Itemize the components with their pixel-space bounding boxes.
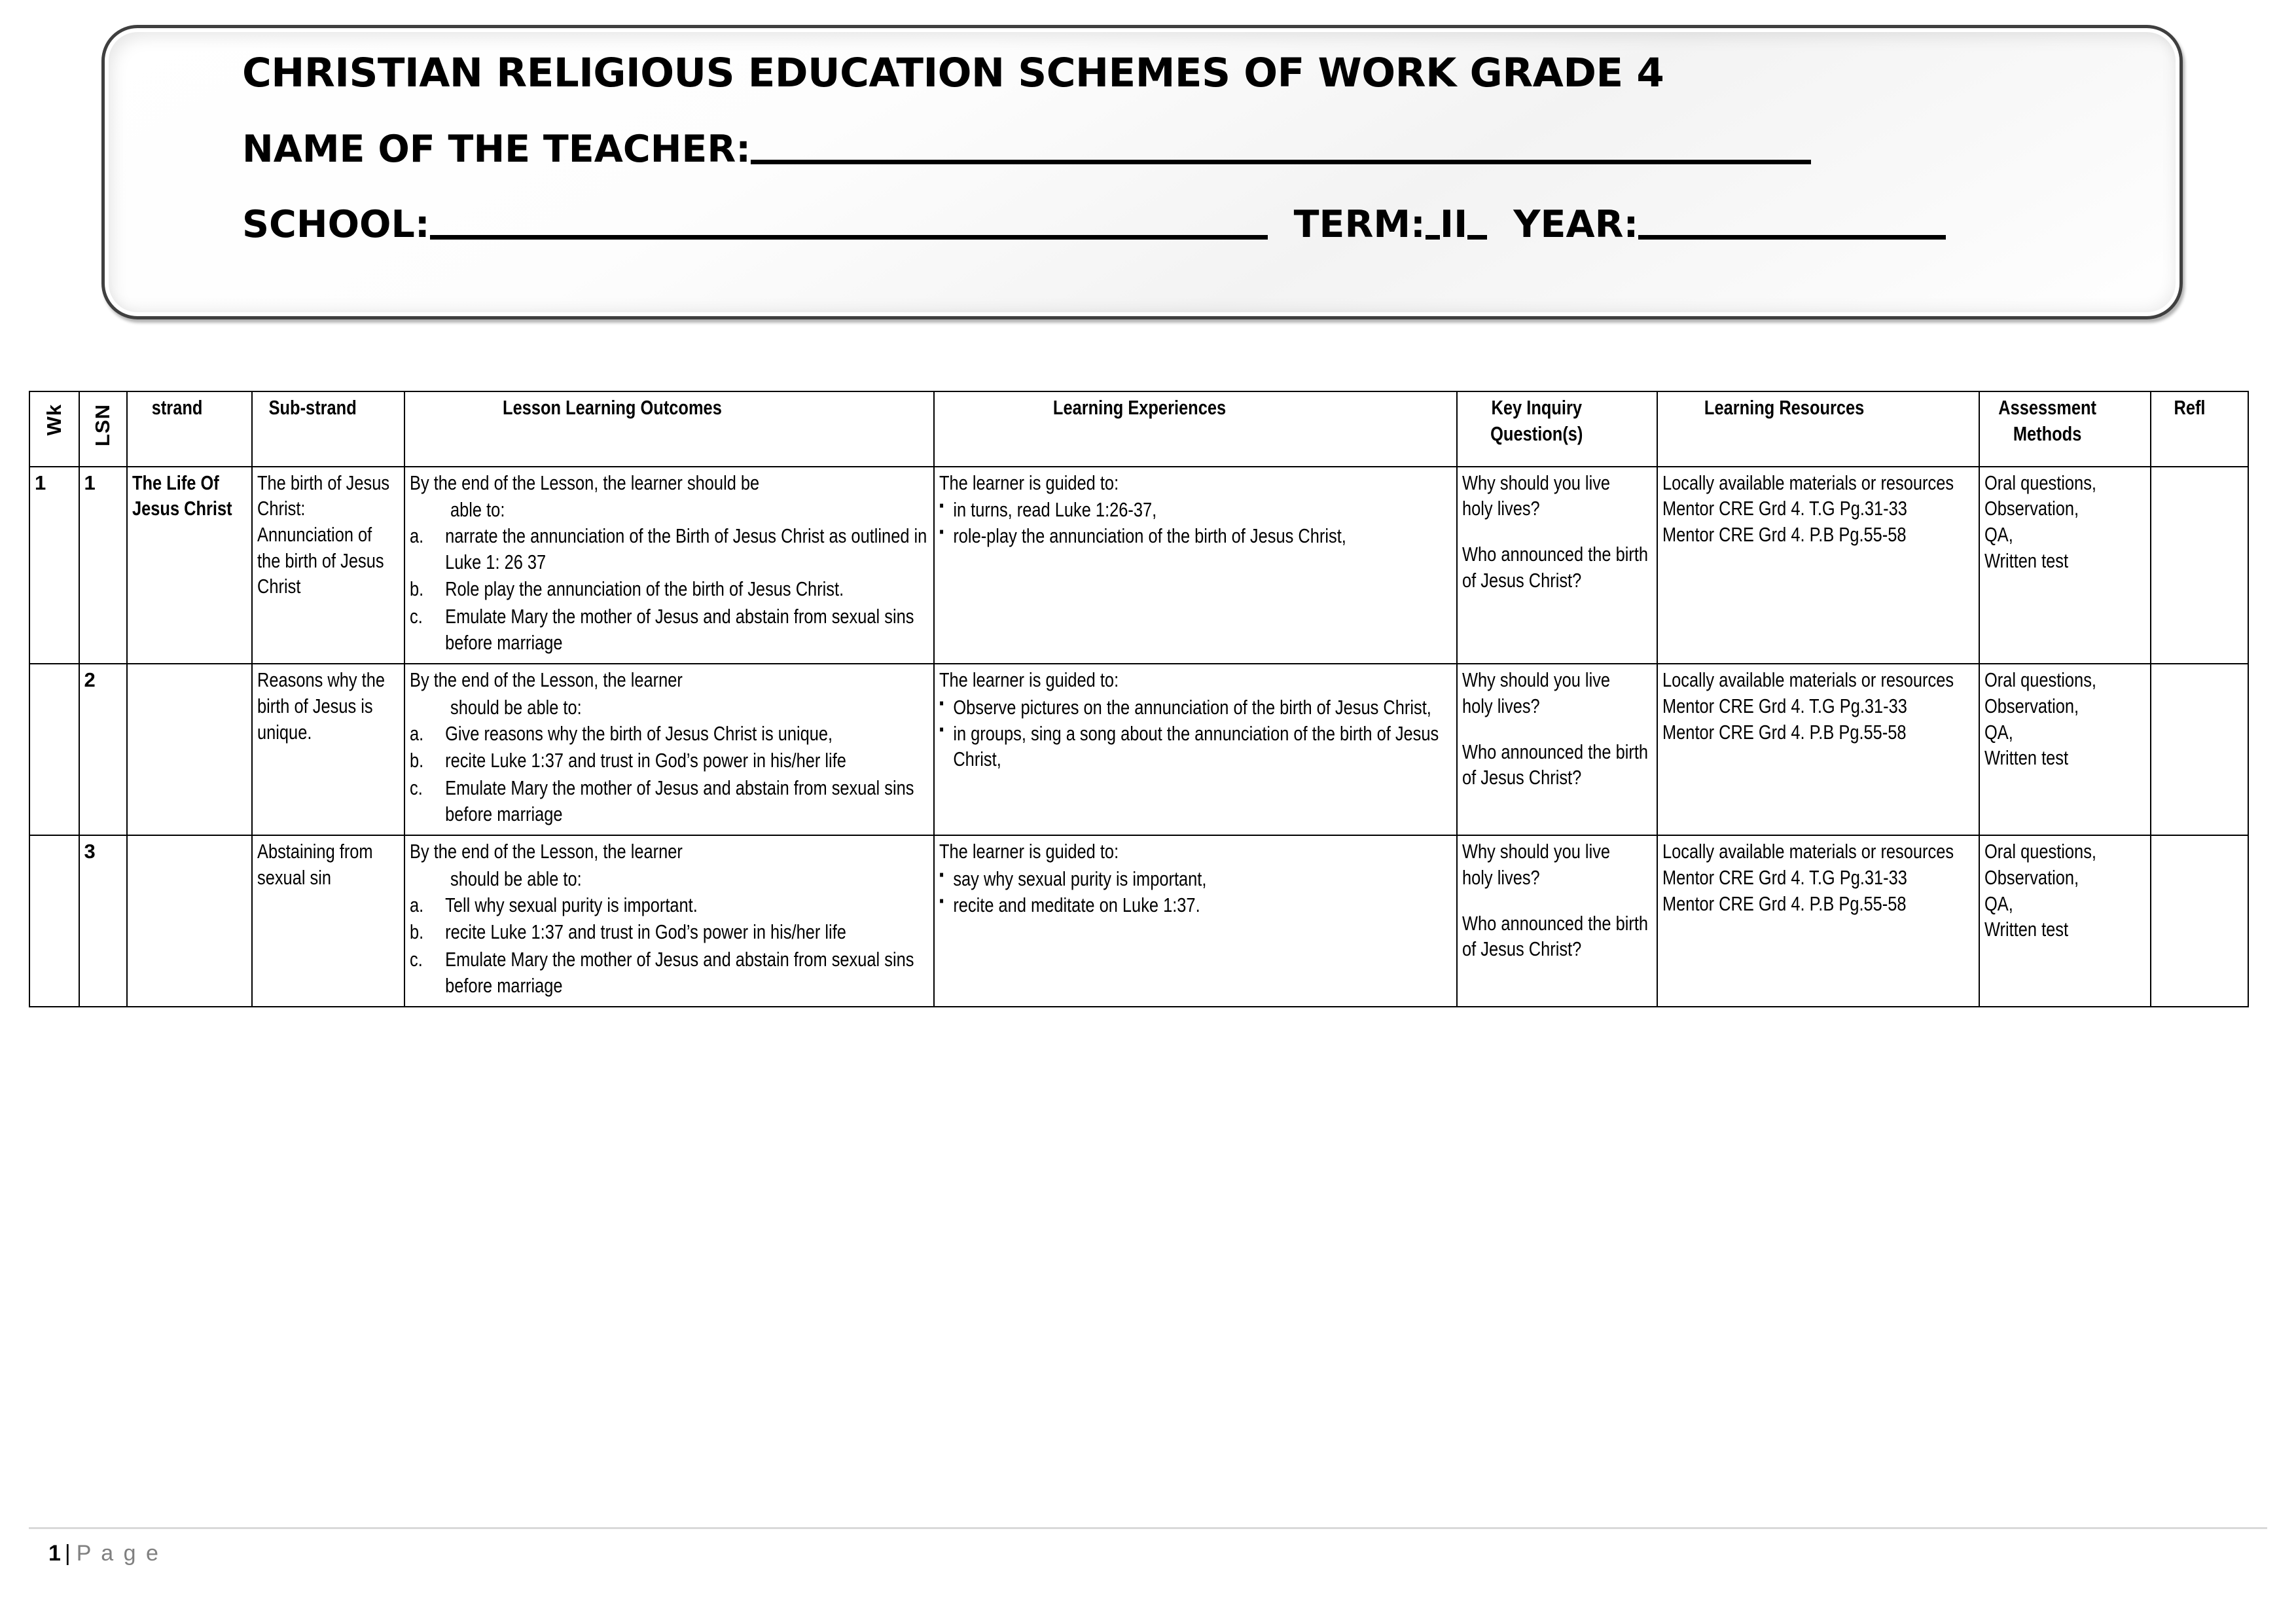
experiences-list	[939, 497, 1452, 549]
outcome-item: a. narrate the annunciation of the Birth of Jesus Christ as outlined in Luke 1: 26 37	[410, 524, 927, 573]
outcome-marker: b.	[410, 920, 424, 944]
learning-resource-item: Locally available materials or resources	[1662, 840, 1954, 863]
experience-item: ▪ Observe pictures on the annunciation of the birth of Jesus Christ,	[939, 695, 1431, 719]
experiences-lead: The learner is guided to:	[939, 668, 1119, 692]
cell-learning-experiences[interactable]	[934, 664, 1458, 835]
table-body	[29, 467, 2248, 1007]
cell-week[interactable]	[29, 664, 79, 835]
assessment-method-item: QA,	[1984, 892, 2013, 915]
learning-resource-item: Mentor CRE Grd 4. P.B Pg.55-58	[1662, 523, 1907, 547]
cell-sub-strand[interactable]: The birth of Jesus Christ: Annunciation of the birth of Jesus Christ	[252, 467, 404, 664]
school-input[interactable]	[430, 235, 1268, 240]
footer-page-word: P a g e	[76, 1541, 160, 1566]
year-input[interactable]	[1638, 235, 1946, 240]
cell-week[interactable]	[29, 835, 79, 1007]
cell-key-inquiry-questions[interactable]	[1457, 835, 1657, 1007]
experience-item: ▪ in turns, read Luke 1:26-37,	[939, 497, 1157, 522]
column-header-key-inquiry-questions: Key Inquiry Question(s)	[1457, 391, 1657, 467]
cell-learning-experiences[interactable]	[934, 467, 1458, 664]
outcome-marker: a.	[410, 893, 424, 916]
bullet-icon: ▪	[939, 523, 944, 541]
column-header-learning-experiences: Learning Experiences	[934, 391, 1458, 467]
key-inquiry-question: Who announced the birth of Jesus Christ?	[1462, 911, 1649, 961]
cell-lesson[interactable]: 2	[79, 664, 127, 835]
assessment-method-item: Oral questions,	[1984, 668, 2096, 692]
bullet-icon: ▪	[939, 695, 944, 713]
outcomes-list	[410, 892, 929, 999]
bullet-icon: ▪	[939, 892, 944, 910]
outcome-marker: c.	[410, 605, 423, 628]
bullet-icon: ▪	[939, 866, 944, 884]
column-header-assessment-methods: Assessment Methods	[1979, 391, 2151, 467]
year-label: YEAR:	[1513, 203, 1639, 246]
cell-strand[interactable]: The Life Of Jesus Christ	[127, 467, 252, 664]
term-label: TERM:	[1293, 203, 1426, 246]
assessment-method-item: Oral questions,	[1984, 471, 2096, 494]
column-header-lsn: LSN	[79, 391, 127, 467]
cell-key-inquiry-questions[interactable]	[1457, 664, 1657, 835]
outcome-marker: c.	[410, 776, 423, 800]
outcome-item: c. Emulate Mary the mother of Jesus and abstain from sexual sins before marriage	[410, 605, 914, 654]
experiences-list	[939, 866, 1452, 918]
outcome-marker: b.	[410, 577, 424, 601]
key-inquiry-question: Why should you live	[1462, 668, 1611, 692]
learning-resource-item: Mentor CRE Grd 4. T.G Pg.31-33	[1662, 695, 1907, 718]
cell-assessment-methods[interactable]	[1979, 664, 2151, 835]
table-row	[29, 467, 2248, 664]
experience-item: ▪ role-play the annunciation of the birth of Jesus Christ,	[939, 523, 1346, 548]
outcome-item: a. Give reasons why the birth of Jesus Christ is unique,	[410, 721, 964, 747]
outcome-marker: c.	[410, 948, 423, 971]
table-header-row	[29, 391, 2248, 467]
key-inquiry-question: Who announced the birth of Jesus Christ?	[1462, 543, 1649, 592]
footer-divider	[29, 1527, 2267, 1529]
learning-resource-item: Mentor CRE Grd 4. P.B Pg.55-58	[1662, 892, 1907, 915]
column-header-strand: strand	[127, 391, 252, 467]
cell-refl[interactable]	[2151, 467, 2248, 664]
assessment-method-item: Observation,	[1984, 497, 2079, 520]
teacher-name-label: NAME OF THE TEACHER:	[242, 128, 751, 171]
experience-item: ▪ say why sexual purity is important,	[939, 866, 1207, 891]
outcomes-lead-cont: should be able to:	[450, 867, 582, 891]
table-row	[29, 664, 2248, 835]
spacer	[1462, 891, 1651, 911]
term-rule-left	[1426, 235, 1440, 240]
assessment-method-item: QA,	[1984, 720, 2013, 744]
assessment-method-item: Observation,	[1984, 695, 2079, 718]
outcomes-lead-cont: should be able to:	[450, 696, 582, 719]
page-title: CHRISTIAN RELIGIOUS EDUCATION SCHEMES OF WORK GRADE 4	[242, 50, 1664, 96]
cell-week[interactable]: 1	[29, 467, 79, 664]
key-inquiry-question: holy lives?	[1462, 497, 1541, 520]
outcomes-lead: By the end of the Lesson, the learner should be	[410, 471, 760, 494]
experiences-lead: The learner is guided to:	[939, 471, 1119, 494]
key-inquiry-question: Why should you live	[1462, 471, 1611, 494]
outcome-item: b. Role play the annunciation of the birth of Jesus Christ.	[410, 576, 964, 602]
cell-assessment-methods[interactable]	[1979, 467, 2151, 664]
experience-item: ▪ in groups, sing a song about the annunciation of the birth of Jesus Christ,	[939, 720, 1439, 771]
cell-learning-resources[interactable]	[1657, 835, 1979, 1007]
spacer	[1462, 522, 1651, 541]
learning-resource-item: Locally available materials or resources	[1662, 471, 1954, 494]
cell-lesson[interactable]: 1	[79, 467, 127, 664]
spacer	[1462, 719, 1651, 739]
column-header-refl: Refl	[2151, 391, 2248, 467]
key-inquiry-question: Why should you live	[1462, 840, 1611, 863]
assessment-method-item: Observation,	[1984, 866, 2079, 890]
assessment-method-item: QA,	[1984, 523, 2013, 547]
assessment-method-item: Written test	[1984, 746, 2069, 770]
cell-lesson[interactable]: 3	[79, 835, 127, 1007]
key-inquiry-question: holy lives?	[1462, 695, 1541, 718]
bullet-icon: ▪	[939, 497, 944, 515]
assessment-method-item: Written test	[1984, 549, 2069, 572]
bullet-icon: ▪	[939, 720, 944, 738]
cell-lesson-learning-outcomes[interactable]	[404, 664, 934, 835]
outcomes-lead: By the end of the Lesson, the learner	[410, 840, 683, 863]
cell-sub-strand[interactable]: Reasons why the birth of Jesus is unique.	[252, 664, 404, 835]
title-banner	[101, 25, 2183, 319]
outcome-item: c. Emulate Mary the mother of Jesus and abstain from sexual sins before marriage	[410, 776, 914, 825]
column-header-lesson-learning-outcomes: Lesson Learning Outcomes	[404, 391, 934, 467]
cell-refl[interactable]	[2151, 664, 2248, 835]
column-header-wk: Wk	[29, 391, 79, 467]
assessment-method-item: Oral questions,	[1984, 840, 2096, 863]
learning-resource-item: Mentor CRE Grd 4. T.G Pg.31-33	[1662, 497, 1907, 520]
cell-lesson-learning-outcomes[interactable]	[404, 467, 934, 664]
outcome-item: a. Tell why sexual purity is important.	[410, 892, 964, 918]
learning-resource-item: Mentor CRE Grd 4. T.G Pg.31-33	[1662, 866, 1907, 890]
cell-refl[interactable]	[2151, 835, 2248, 1007]
cell-lesson-learning-outcomes[interactable]	[404, 835, 934, 1007]
schemes-of-work-table	[29, 391, 2249, 1007]
assessment-method-item: Written test	[1984, 918, 2069, 941]
footer-page-indicator	[29, 1541, 2267, 1566]
outcome-marker: a.	[410, 721, 424, 745]
experiences-lead: The learner is guided to:	[939, 840, 1119, 863]
cell-strand[interactable]	[127, 835, 252, 1007]
cell-learning-experiences[interactable]	[934, 835, 1458, 1007]
outcomes-lead: By the end of the Lesson, the learner	[410, 668, 683, 692]
outcome-item: b. recite Luke 1:37 and trust in God’s power in his/her life	[410, 919, 964, 945]
cell-sub-strand[interactable]: Abstaining from sexual sin	[252, 835, 404, 1007]
cell-assessment-methods[interactable]	[1979, 835, 2151, 1007]
page-footer	[29, 1527, 2267, 1566]
column-header-sub-strand: Sub-strand	[252, 391, 404, 467]
table-row	[29, 835, 2248, 1007]
outcome-item: b. recite Luke 1:37 and trust in God’s power in his/her life	[410, 748, 964, 774]
outcomes-lead-cont: able to:	[450, 498, 505, 522]
outcome-marker: b.	[410, 749, 424, 772]
outcome-marker: a.	[410, 524, 424, 548]
learning-resource-item: Locally available materials or resources	[1662, 668, 1954, 692]
teacher-name-input[interactable]	[751, 160, 1811, 164]
outcomes-list	[410, 523, 929, 655]
teacher-name-field	[242, 128, 2134, 171]
cell-learning-resources[interactable]	[1657, 664, 1979, 835]
footer-page-number: 1	[48, 1541, 61, 1566]
school-label: SCHOOL:	[242, 203, 430, 246]
cell-learning-resources[interactable]	[1657, 467, 1979, 664]
key-inquiry-question: Who announced the birth of Jesus Christ?	[1462, 740, 1649, 789]
term-value[interactable]: II	[1439, 203, 1468, 246]
experiences-list	[939, 695, 1452, 772]
footer-separator: |	[64, 1541, 73, 1566]
cell-key-inquiry-questions[interactable]	[1457, 467, 1657, 664]
experience-item: ▪ recite and meditate on Luke 1:37.	[939, 892, 1200, 916]
cell-strand[interactable]	[127, 664, 252, 835]
school-term-year-fields	[242, 203, 2134, 246]
outcomes-list	[410, 721, 929, 827]
outcome-item: c. Emulate Mary the mother of Jesus and abstain from sexual sins before marriage	[410, 948, 914, 997]
column-header-learning-resources: Learning Resources	[1657, 391, 1979, 467]
term-rule-right	[1467, 235, 1487, 240]
learning-resource-item: Mentor CRE Grd 4. P.B Pg.55-58	[1662, 720, 1907, 744]
key-inquiry-question: holy lives?	[1462, 866, 1541, 890]
banner-content	[105, 28, 2179, 316]
